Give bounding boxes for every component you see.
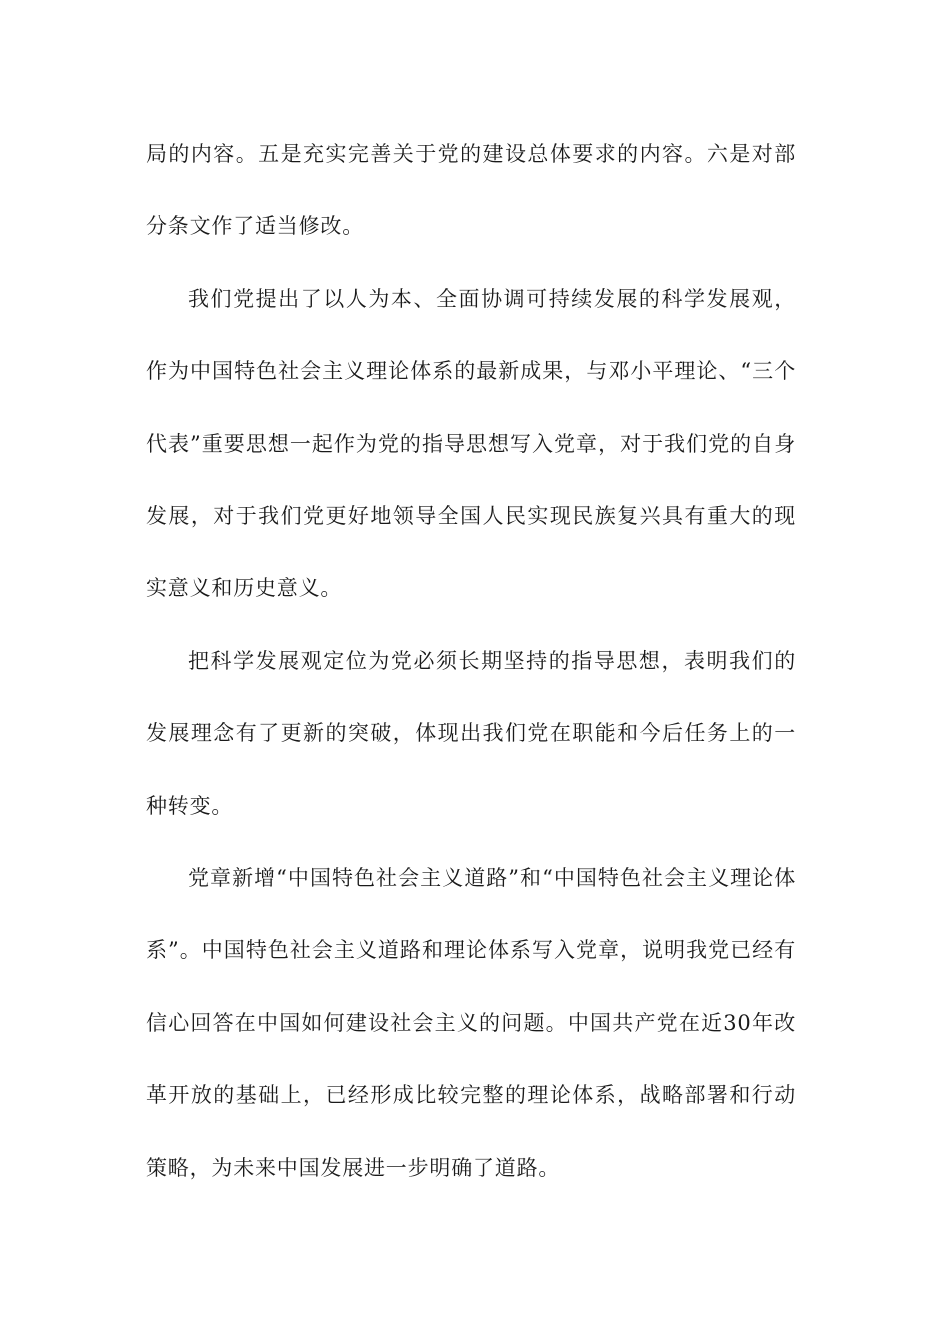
paragraph-3: 把科学发展观定位为党必须长期坚持的指导思想，表明我们的发展理念有了更新的突破，体现出我们党在职能和今后任务上的一种转变。 (146, 648, 796, 818)
paragraph-2: 我们党提出了以人为本、全面协调可持续发展的科学发展观，作为中国特色社会主义理论体系的最新成果，与邓小平理论、“三个代表”重要思想一起作为党的指导思想写入党章，对于我们党的自身发展，对于我们党更好地领导全国人民实现民族复兴具有重大的现实意义和历史意义。 (146, 286, 796, 601)
paragraph-1: 局的内容。五是充实完善关于党的建设总体要求的内容。六是对部分条文作了适当修改。 (146, 142, 796, 239)
document-body (146, 118, 796, 1204)
paragraph-4: 党章新增“中国特色社会主义道路”和“中国特色社会主义理论体系”。中国特色社会主义道路和理论体系写入党章，说明我党已经有信心回答在中国如何建设社会主义的问题。中国共产党在近30年改革开放的基础上，已经形成比较完整的理论体系，战略部署和行动策略，为未来中国发展进一步明确了道路。 (146, 866, 796, 1180)
